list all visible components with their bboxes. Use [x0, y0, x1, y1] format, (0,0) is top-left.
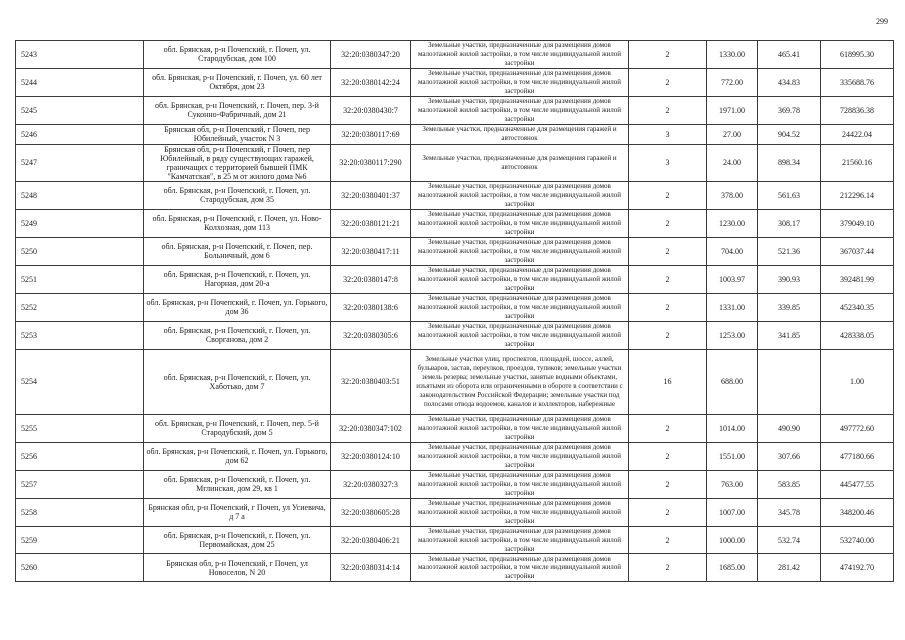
- cadastral-value-cell: 367037.44: [821, 237, 894, 265]
- group-number-cell: 2: [629, 554, 707, 582]
- land-use-cell: Земельные участки, предназначенные для размещения домов малоэтажной жилой застройки, в том числе индивидуальной жилой застройки: [411, 96, 629, 124]
- table-row: [16, 237, 894, 265]
- row-number-cell: 5257: [16, 470, 144, 498]
- table-row: [16, 321, 894, 349]
- cadastral-value-cell: 1.00: [821, 349, 894, 414]
- address-cell: обл. Брянская, р-н Почепский, г. Почеп, ул. Нагорная, дом 20-а: [144, 265, 331, 293]
- cadastral-value-cell: 445477.55: [821, 470, 894, 498]
- cadastral-value-cell: 618995.30: [821, 41, 894, 69]
- cadastral-value-cell: 497772.60: [821, 414, 894, 442]
- table-row: [16, 181, 894, 209]
- row-number-cell: 5259: [16, 526, 144, 554]
- row-number-cell: 5245: [16, 96, 144, 124]
- row-number-cell: 5260: [16, 554, 144, 582]
- cadastral-value-cell: 392481.99: [821, 265, 894, 293]
- address-cell: обл. Брянская, р-н Почепский, г. Почеп, ул. Мглинская, дом 29, кв 1: [144, 470, 331, 498]
- cadastral-value-cell: 532740.00: [821, 526, 894, 554]
- row-number-cell: 5249: [16, 209, 144, 237]
- row-number-cell: 5250: [16, 237, 144, 265]
- area-cell: 27.00: [707, 124, 758, 144]
- cadastral-value-cell: 212296.14: [821, 181, 894, 209]
- address-cell: обл. Брянская, р-н Почепский, г. Почеп, ул. Горького, дом 62: [144, 442, 331, 470]
- cadastral-number-cell: 32:20:0380305:6: [331, 321, 411, 349]
- row-number-cell: 5253: [16, 321, 144, 349]
- area-cell: 688.00: [707, 349, 758, 414]
- group-number-cell: 2: [629, 442, 707, 470]
- cadastral-number-cell: 32:20:0380121:21: [331, 209, 411, 237]
- cadastral-value-cell: 21560.16: [821, 144, 894, 181]
- cadastral-number-cell: 32:20:0380314:14: [331, 554, 411, 582]
- cadastral-number-cell: 32:20:0380430:7: [331, 96, 411, 124]
- area-cell: 378.00: [707, 181, 758, 209]
- row-number-cell: 5246: [16, 124, 144, 144]
- area-cell: 1971.00: [707, 96, 758, 124]
- area-cell: 772.00: [707, 68, 758, 96]
- cadastral-value-cell: 348200.46: [821, 498, 894, 526]
- cadastral-number-cell: 32:20:0380147:8: [331, 265, 411, 293]
- address-cell: обл. Брянская, р-н Почепский, г. Почеп, пер. 3-й Суконно-Фабричный, дом 21: [144, 96, 331, 124]
- row-number-cell: 5258: [16, 498, 144, 526]
- specific-value-cell: 561.63: [758, 181, 821, 209]
- group-number-cell: 2: [629, 293, 707, 321]
- specific-value-cell: 369.78: [758, 96, 821, 124]
- table-row: [16, 414, 894, 442]
- area-cell: 1551.00: [707, 442, 758, 470]
- table-row: [16, 554, 894, 582]
- table-row: [16, 526, 894, 554]
- cadastral-number-cell: 32:20:0380605:28: [331, 498, 411, 526]
- table-row: [16, 41, 894, 69]
- area-cell: 1330.00: [707, 41, 758, 69]
- table-row: [16, 68, 894, 96]
- address-cell: Брянская обл, р-н Почепский, г Почеп, ул Усиевича, д 7 а: [144, 498, 331, 526]
- land-use-cell: Земельные участки, предназначенные для размещения домов малоэтажной жилой застройки, в том числе индивидуальной жилой застройки: [411, 265, 629, 293]
- area-cell: 1000.00: [707, 526, 758, 554]
- address-cell: обл. Брянская, р-н Почепский, г. Почеп, ул. Горького, дом 36: [144, 293, 331, 321]
- group-number-cell: 2: [629, 237, 707, 265]
- group-number-cell: 16: [629, 349, 707, 414]
- group-number-cell: 2: [629, 414, 707, 442]
- specific-value-cell: 390.93: [758, 265, 821, 293]
- group-number-cell: 2: [629, 41, 707, 69]
- group-number-cell: 2: [629, 321, 707, 349]
- area-cell: 24.00: [707, 144, 758, 181]
- cadastral-number-cell: 32:20:0380417:11: [331, 237, 411, 265]
- specific-value-cell: 521.36: [758, 237, 821, 265]
- group-number-cell: 3: [629, 144, 707, 181]
- cadastral-value-cell: 428338.05: [821, 321, 894, 349]
- group-number-cell: 2: [629, 265, 707, 293]
- cadastral-number-cell: 32:20:0380347:102: [331, 414, 411, 442]
- address-cell: Брянская обл, р-н Почепский, г Почеп, пер Юбилейный, участок N 3: [144, 124, 331, 144]
- area-cell: 1331.00: [707, 293, 758, 321]
- row-number-cell: 5252: [16, 293, 144, 321]
- specific-value-cell: 308.17: [758, 209, 821, 237]
- address-cell: обл. Брянская, р-н Почепский, г. Почеп, пер. 5-й Стародубский, дом 5: [144, 414, 331, 442]
- specific-value-cell: 490.90: [758, 414, 821, 442]
- land-use-cell: Земельные участки, предназначенные для размещения домов малоэтажной жилой застройки, в том числе индивидуальной жилой застройки: [411, 442, 629, 470]
- specific-value-cell: 904.52: [758, 124, 821, 144]
- address-cell: обл. Брянская, р-н Почепский, г. Почеп, пер. Больничный, дом 6: [144, 237, 331, 265]
- land-use-cell: Земельные участки, предназначенные для размещения гаражей и автостоянок: [411, 144, 629, 181]
- address-cell: обл. Брянская, р-н Почепский, г. Почеп, ул. Хаботько, дом 7: [144, 349, 331, 414]
- row-number-cell: 5256: [16, 442, 144, 470]
- cadastral-number-cell: 32:20:0380327:3: [331, 470, 411, 498]
- table-row: [16, 293, 894, 321]
- group-number-cell: 2: [629, 470, 707, 498]
- row-number-cell: 5251: [16, 265, 144, 293]
- group-number-cell: 2: [629, 181, 707, 209]
- group-number-cell: 2: [629, 498, 707, 526]
- address-cell: Брянская обл, р-н Почепский, г Почеп, пер Юбилейный, в ряду существующих гаражей, граничащих с территорией бывшей ПМК "Камчатская", в 25 м от жилого дома №6: [144, 144, 331, 181]
- land-register-table: [15, 40, 894, 582]
- group-number-cell: 2: [629, 96, 707, 124]
- specific-value-cell: 583.85: [758, 470, 821, 498]
- cadastral-value-cell: 335688.76: [821, 68, 894, 96]
- cadastral-number-cell: 32:20:0380406:21: [331, 526, 411, 554]
- specific-value-cell: 434.83: [758, 68, 821, 96]
- specific-value-cell: 307.66: [758, 442, 821, 470]
- area-cell: 1253.00: [707, 321, 758, 349]
- table-row: [16, 144, 894, 181]
- specific-value-cell: 339.85: [758, 293, 821, 321]
- area-cell: 1003.97: [707, 265, 758, 293]
- row-number-cell: 5247: [16, 144, 144, 181]
- table-row: [16, 442, 894, 470]
- specific-value-cell: 281.42: [758, 554, 821, 582]
- cadastral-value-cell: 452340.35: [821, 293, 894, 321]
- cadastral-value-cell: 728836.38: [821, 96, 894, 124]
- cadastral-number-cell: 32:20:0380138:6: [331, 293, 411, 321]
- cadastral-number-cell: 32:20:0380124:10: [331, 442, 411, 470]
- row-number-cell: 5243: [16, 41, 144, 69]
- address-cell: обл. Брянская, р-н Почепский, г. Почеп, ул. Стародубская, дом 35: [144, 181, 331, 209]
- group-number-cell: 2: [629, 209, 707, 237]
- table-row: [16, 265, 894, 293]
- table-row: [16, 349, 894, 414]
- land-use-cell: Земельные участки, предназначенные для размещения домов малоэтажной жилой застройки, в том числе индивидуальной жилой застройки: [411, 293, 629, 321]
- specific-value-cell: 898.34: [758, 144, 821, 181]
- cadastral-value-cell: 24422.04: [821, 124, 894, 144]
- row-number-cell: 5244: [16, 68, 144, 96]
- cadastral-number-cell: 32:20:0380403:51: [331, 349, 411, 414]
- address-cell: обл. Брянская, р-н Почепский, г. Почеп, ул. 60 лет Октября, дом 23: [144, 68, 331, 96]
- specific-value-cell: 465.41: [758, 41, 821, 69]
- land-use-cell: Земельные участки, предназначенные для размещения домов малоэтажной жилой застройки, в том числе индивидуальной жилой застройки: [411, 41, 629, 69]
- row-number-cell: 5248: [16, 181, 144, 209]
- area-cell: 1230.00: [707, 209, 758, 237]
- row-number-cell: 5254: [16, 349, 144, 414]
- land-use-cell: Земельные участки, предназначенные для размещения домов малоэтажной жилой застройки, в том числе индивидуальной жилой застройки: [411, 237, 629, 265]
- specific-value-cell: [758, 349, 821, 414]
- land-use-cell: Земельные участки, предназначенные для размещения домов малоэтажной жилой застройки, в том числе индивидуальной жилой застройки: [411, 321, 629, 349]
- group-number-cell: 2: [629, 526, 707, 554]
- address-cell: Брянская обл, р-н Почепский, г Почеп, ул Новоселов, N 20: [144, 554, 331, 582]
- row-number-cell: 5255: [16, 414, 144, 442]
- cadastral-number-cell: 32:20:0380347:20: [331, 41, 411, 69]
- address-cell: обл. Брянская, р-н Почепский, г. Почеп, ул. Стародубская, дом 100: [144, 41, 331, 69]
- land-use-cell: Земельные участки, предназначенные для размещения гаражей и автостоянок: [411, 124, 629, 144]
- cadastral-number-cell: 32:20:0380142:24: [331, 68, 411, 96]
- table-body: [16, 41, 894, 582]
- address-cell: обл. Брянская, р-н Почепский, г. Почеп, ул. Первомайская, дом 25: [144, 526, 331, 554]
- table-row: [16, 124, 894, 144]
- cadastral-value-cell: 477180.66: [821, 442, 894, 470]
- specific-value-cell: 341.85: [758, 321, 821, 349]
- area-cell: 1007.00: [707, 498, 758, 526]
- land-use-cell: Земельные участки, предназначенные для размещения домов малоэтажной жилой застройки, в том числе индивидуальной жилой застройки: [411, 181, 629, 209]
- land-use-cell: Земельные участки, предназначенные для размещения домов малоэтажной жилой застройки, в том числе индивидуальной жилой застройки: [411, 554, 629, 582]
- land-use-cell: Земельные участки, предназначенные для размещения домов малоэтажной жилой застройки, в том числе индивидуальной жилой застройки: [411, 526, 629, 554]
- page-number: 299: [876, 17, 888, 26]
- table-row: [16, 498, 894, 526]
- land-use-cell: Земельные участки, предназначенные для размещения домов малоэтажной жилой застройки, в том числе индивидуальной жилой застройки: [411, 470, 629, 498]
- table-row: [16, 96, 894, 124]
- group-number-cell: 3: [629, 124, 707, 144]
- address-cell: обл. Брянская, р-н Почепский, г. Почеп, ул. Ново-Колхозная, дом 113: [144, 209, 331, 237]
- land-use-cell: Земельные участки, предназначенные для размещения домов малоэтажной жилой застройки, в том числе индивидуальной жилой застройки: [411, 68, 629, 96]
- area-cell: 763.00: [707, 470, 758, 498]
- cadastral-number-cell: 32:20:0380117:290: [331, 144, 411, 181]
- land-use-cell: Земельные участки улиц, проспектов, площадей, шоссе, аллей, бульваров, застав, переулков, проездов, тупиков; земельные участки земель резерва; земельные участки, занятые водными объектами, изъятыми из оборота или ограниченными в обороте в соответствии с законодательством Российской Федерации; земельные участки под полосами отвода водоемов, каналов и коллекторов, набережные: [411, 349, 629, 414]
- land-use-cell: Земельные участки, предназначенные для размещения домов малоэтажной жилой застройки, в том числе индивидуальной жилой застройки: [411, 209, 629, 237]
- area-cell: 1685.00: [707, 554, 758, 582]
- cadastral-value-cell: 379049.10: [821, 209, 894, 237]
- table-row: [16, 209, 894, 237]
- land-use-cell: Земельные участки, предназначенные для размещения домов малоэтажной жилой застройки, в том числе индивидуальной жилой застройки: [411, 498, 629, 526]
- specific-value-cell: 532.74: [758, 526, 821, 554]
- address-cell: обл. Брянская, р-н Почепский, г. Почеп, ул. Сворганова, дом 2: [144, 321, 331, 349]
- cadastral-number-cell: 32:20:0380401:37: [331, 181, 411, 209]
- cadastral-value-cell: 474192.70: [821, 554, 894, 582]
- group-number-cell: 2: [629, 68, 707, 96]
- area-cell: 1014.00: [707, 414, 758, 442]
- area-cell: 704.00: [707, 237, 758, 265]
- specific-value-cell: 345.78: [758, 498, 821, 526]
- table-row: [16, 470, 894, 498]
- cadastral-number-cell: 32:20:0380117:69: [331, 124, 411, 144]
- land-use-cell: Земельные участки, предназначенные для размещения домов малоэтажной жилой застройки, в том числе индивидуальной жилой застройки: [411, 414, 629, 442]
